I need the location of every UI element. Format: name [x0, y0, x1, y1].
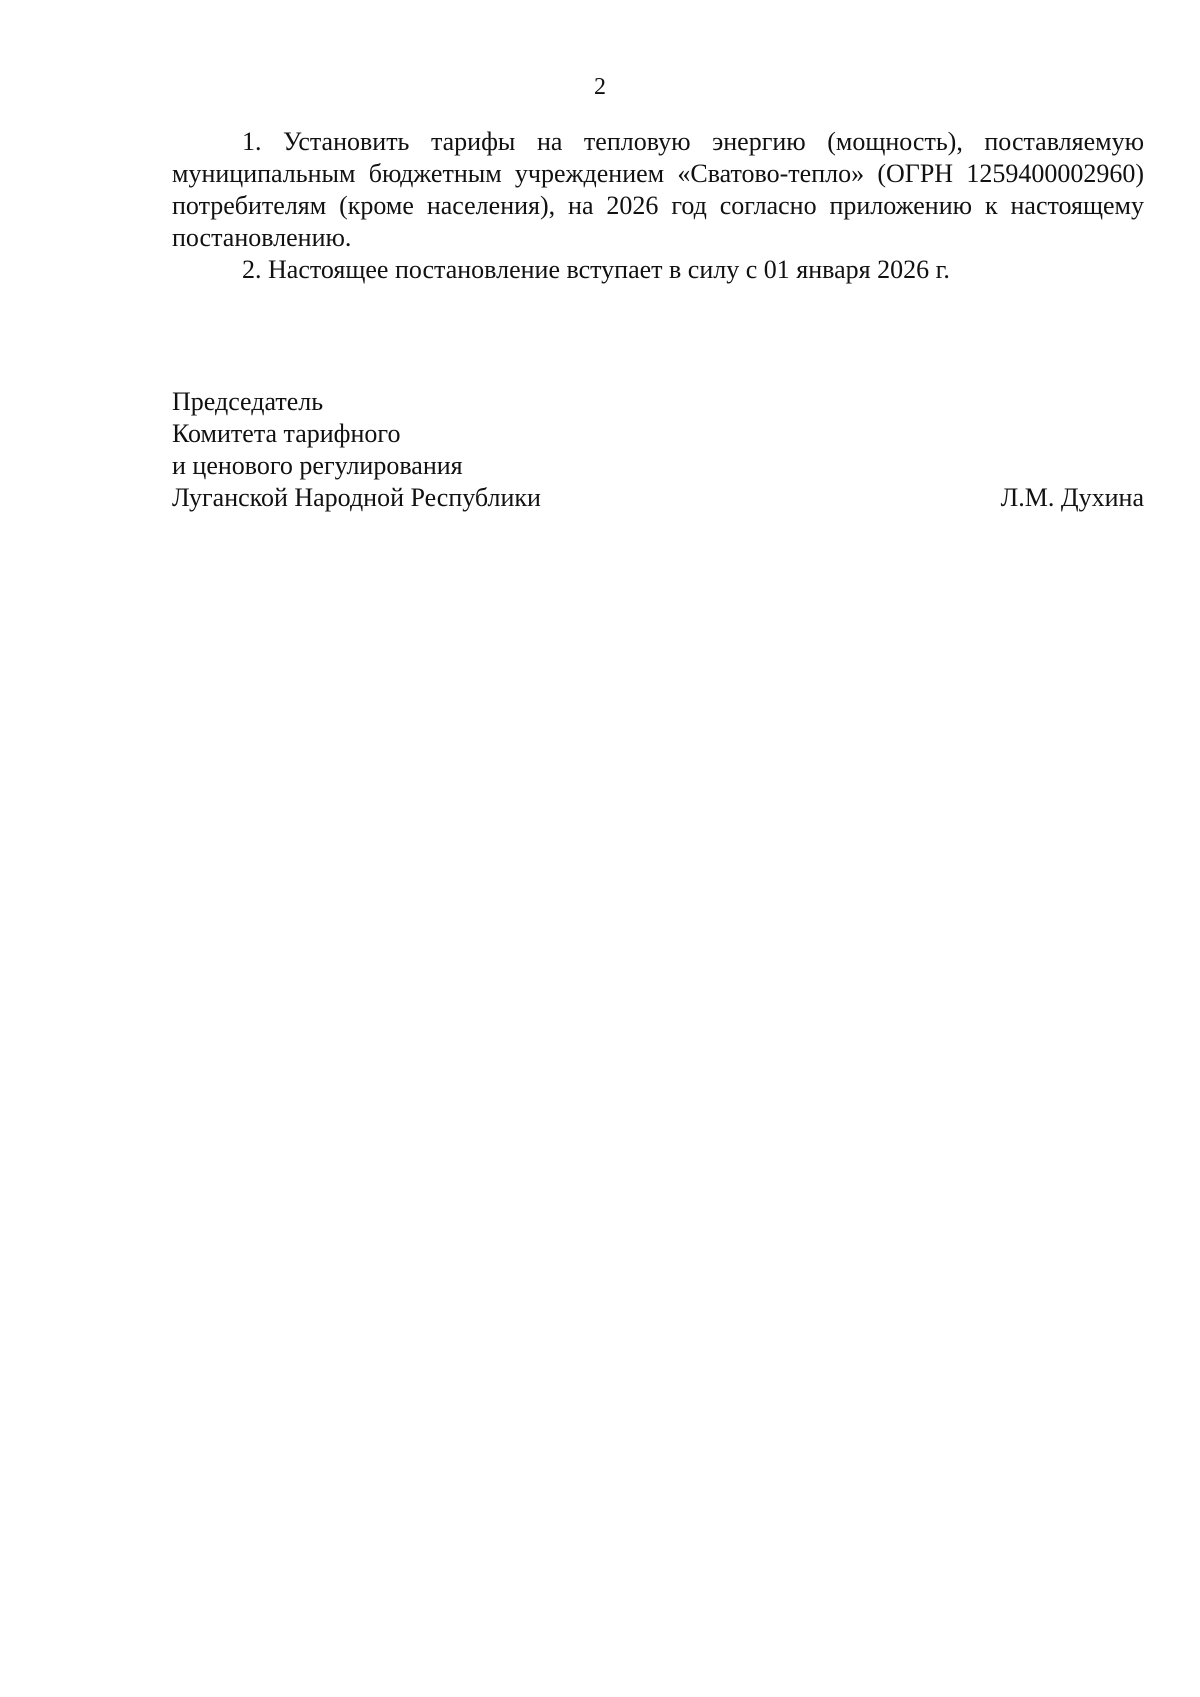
signatory-position-line-3: и ценового регулирования — [172, 451, 463, 480]
signatory-position-line-1: Председатель — [172, 387, 324, 416]
signature-last-row — [172, 482, 1144, 514]
signatory-position-line-2: Комитета тарифного — [172, 419, 401, 448]
signatory-name: Л.М. Духина — [1000, 483, 1144, 512]
document-body — [172, 126, 1144, 286]
signature-block — [172, 386, 1144, 514]
signatory-position-line-4: Луганской Народной Республики — [172, 483, 541, 512]
paragraph-effective-date: 2. Настоящее постановление вступает в силу с 01 января 2026 г. — [242, 255, 950, 284]
page-number: 2 — [594, 74, 606, 100]
paragraph-tariff-establishment: 1. Установить тарифы на тепловую энергию (мощность), поставляемую муниципальным бюджетным учреждением «Сватово-тепло» (ОГРН 1259400002960) потребителям (кроме населения), на 2026 год согласно приложению к настоящему постановлению. — [172, 127, 1144, 252]
